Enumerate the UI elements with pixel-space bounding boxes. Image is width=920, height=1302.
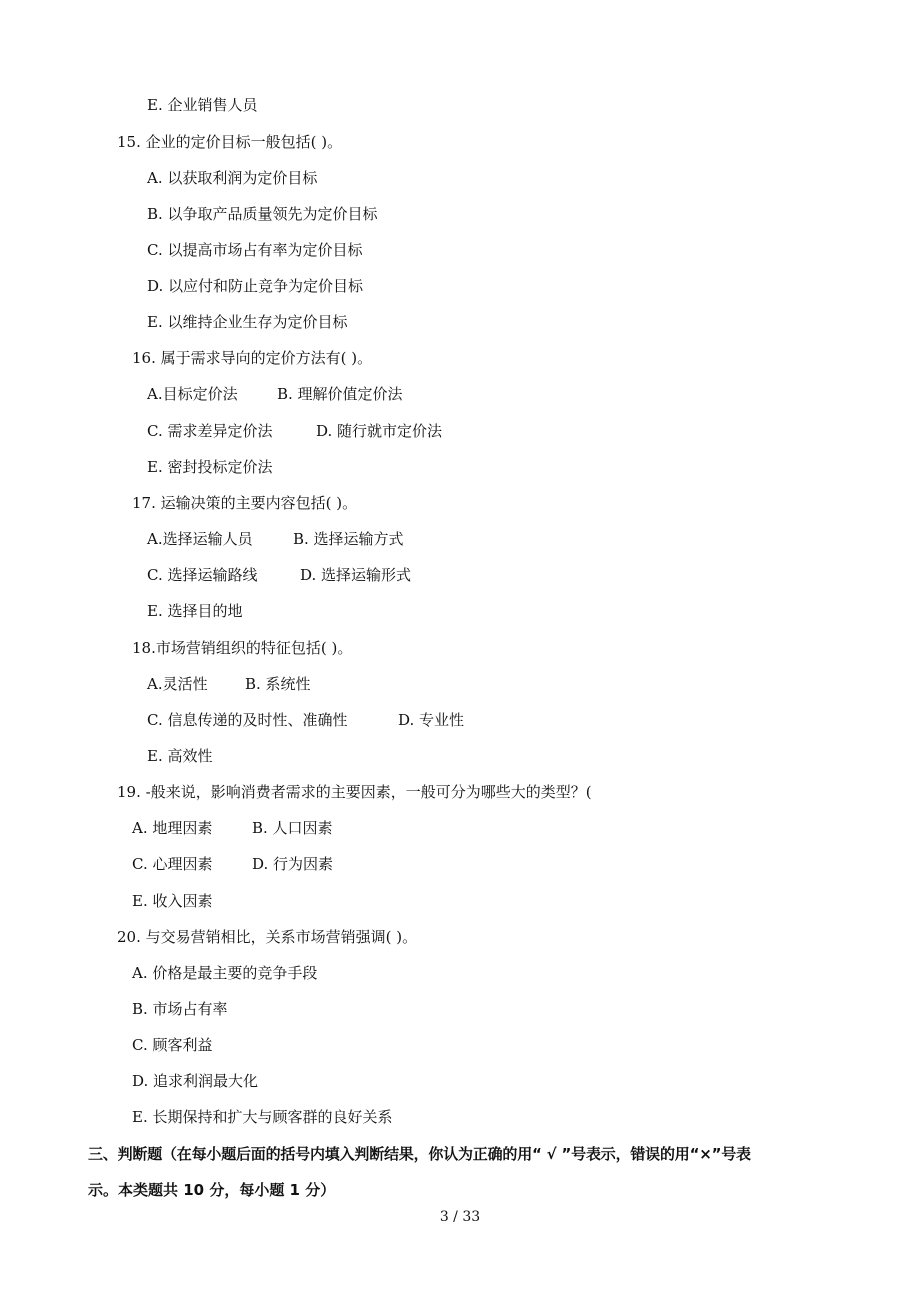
q17-option-e: E. 选择目的地 <box>147 602 243 620</box>
q20-option-d: D. 追求利润最大化 <box>132 1072 259 1090</box>
q19-stem: 19. -般来说，影响消费者需求的主要因素，一般可分为哪些大的类型？( <box>117 783 592 801</box>
q19-option-d: D. 行为因素 <box>252 855 334 873</box>
q16-option-c: C. 需求差异定价法 <box>147 422 273 440</box>
q15-option-d: D. 以应付和防止竞争为定价目标 <box>147 277 364 295</box>
q17-option-d: D. 选择运输形式 <box>300 566 412 584</box>
q20-option-a: A. 价格是最主要的竞争手段 <box>132 964 318 982</box>
q14-option-e: E. 企业销售人员 <box>147 96 258 114</box>
q16-stem: 16. 属于需求导向的定价方法有( )。 <box>132 349 373 367</box>
q16-option-a: A.目标定价法 <box>147 385 238 403</box>
q15-option-c: C. 以提高市场占有率为定价目标 <box>147 241 363 259</box>
q19-option-b: B. 人口因素 <box>252 819 333 837</box>
q16-option-d: D. 随行就市定价法 <box>316 422 443 440</box>
q18-option-e: E. 高效性 <box>147 747 213 765</box>
q18-stem: 18.市场营销组织的特征包括( )。 <box>132 639 353 657</box>
q15-option-a: A. 以获取利润为定价目标 <box>147 169 318 187</box>
q17-stem: 17. 运输决策的主要内容包括( )。 <box>132 494 358 512</box>
q18-option-d: D. 专业性 <box>398 711 465 729</box>
q19-option-e: E. 收入因素 <box>132 892 213 910</box>
q15-stem: 15. 企业的定价目标一般包括( )。 <box>117 133 343 151</box>
q18-option-c: C. 信息传递的及时性、准确性 <box>147 711 348 729</box>
q19-option-c: C. 心理因素 <box>132 855 213 873</box>
q15-option-b: B. 以争取产品质量领先为定价目标 <box>147 205 378 223</box>
q17-option-a: A.选择运输人员 <box>147 530 253 548</box>
section3-heading-line2: 示。本类题共 10 分，每小题 1 分） <box>88 1181 336 1199</box>
q17-option-c: C. 选择运输路线 <box>147 566 258 584</box>
q20-option-b: B. 市场占有率 <box>132 1000 228 1018</box>
q18-option-a: A.灵活性 <box>147 675 208 693</box>
q17-option-b: B. 选择运输方式 <box>293 530 404 548</box>
section3-heading-line1: 三、判断题（在每小题后面的括号内填入判断结果，你认为正确的用“ √ ”号表示，错误的用“×”号表 <box>88 1145 751 1163</box>
q19-option-a: A. 地理因素 <box>132 819 213 837</box>
q15-option-e: E. 以维持企业生存为定价目标 <box>147 313 348 331</box>
page-number: 3 / 33 <box>439 1209 481 1225</box>
q18-option-b: B. 系统性 <box>245 675 311 693</box>
q20-stem: 20. 与交易营销相比，关系市场营销强调( )。 <box>117 928 418 946</box>
q20-option-e: E. 长期保持和扩大与顾客群的良好关系 <box>132 1108 393 1126</box>
q20-option-c: C. 顾客利益 <box>132 1036 213 1054</box>
q16-option-e: E. 密封投标定价法 <box>147 458 273 476</box>
q16-option-b: B. 理解价值定价法 <box>277 385 403 403</box>
